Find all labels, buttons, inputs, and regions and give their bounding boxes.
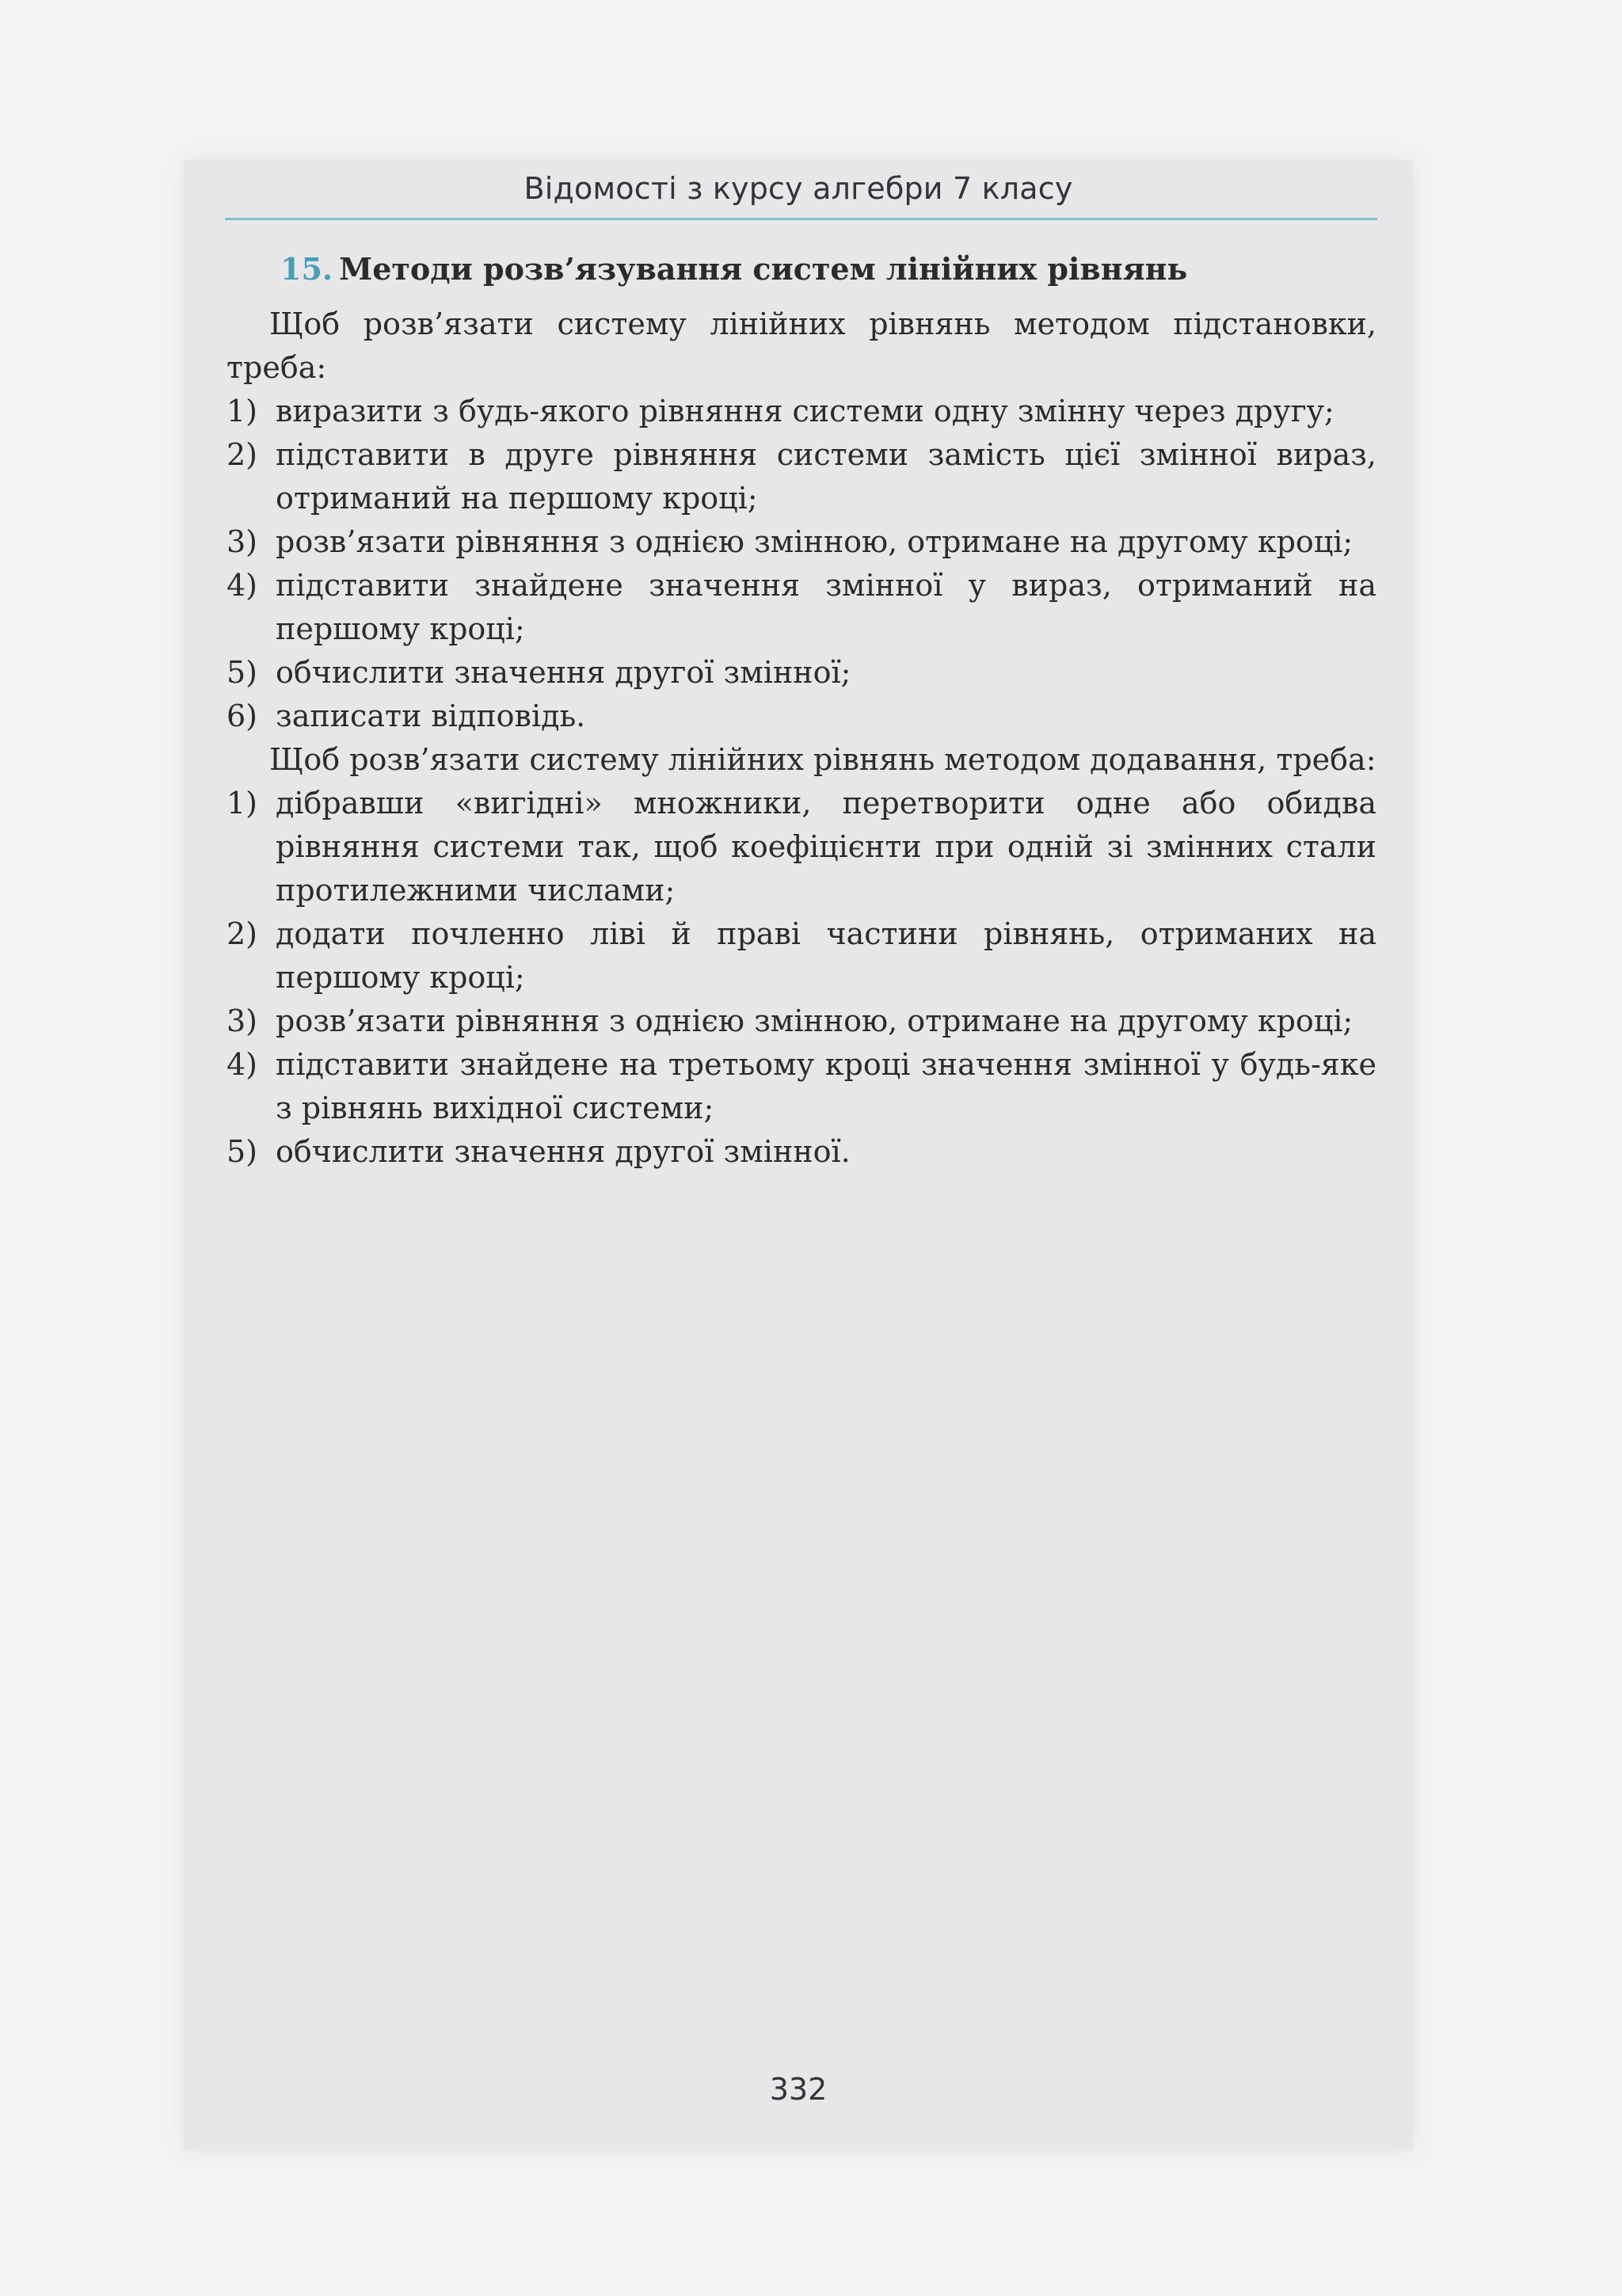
list-item (227, 782, 1376, 912)
step-number: 1) (227, 394, 258, 428)
step-text: записати відповідь. (276, 699, 586, 733)
running-header: Відомості з курсу алгебри 7 класу (524, 171, 1073, 206)
header-divider (225, 218, 1377, 220)
addition-steps (227, 782, 1376, 1174)
list-item (227, 695, 1376, 738)
step-text: виразити з будь-якого рівняння системи одну змінну через другу; (276, 394, 1335, 428)
step-number: 1) (227, 786, 258, 821)
list-item (227, 912, 1376, 1000)
list-item (227, 520, 1376, 564)
list-item (227, 1043, 1376, 1130)
list-item (227, 390, 1376, 433)
step-number: 5) (227, 1134, 258, 1169)
step-number: 2) (227, 916, 258, 951)
step-text: розв’язати рівняння з однією змінною, отримане на другому кроці; (276, 1003, 1354, 1038)
step-text: дібравши «вигідні» множники, перетворити одне або обидва рівняння системи так, щоб коефіцієнти при одній зі змінних стали протилежними числами; (276, 786, 1376, 908)
list-item (227, 564, 1376, 651)
list-item (227, 1130, 1376, 1174)
step-text: розв’язати рівняння з однією змінною, отримане на другому кроці; (276, 524, 1354, 559)
section-heading (227, 249, 1376, 289)
page-content (227, 249, 1376, 1174)
step-number: 2) (227, 437, 258, 472)
step-number: 4) (227, 1047, 258, 1082)
step-number: 3) (227, 524, 258, 559)
substitution-intro: Щоб розв’язати систему лінійних рівнянь методом підстановки, треба: (227, 307, 1376, 385)
step-text: підставити в друге рівняння системи замість цієї змінної вираз, отриманий на першому кроці; (276, 437, 1376, 516)
step-text: підставити знайдене значення змінної у вираз, отриманий на першому кроці; (276, 568, 1376, 646)
book-page (184, 160, 1413, 2151)
step-number: 6) (227, 699, 258, 733)
step-text: підставити знайдене на третьому кроці значення змінної у будь-яке з рівнянь вихідної системи; (276, 1047, 1376, 1125)
step-number: 4) (227, 568, 258, 603)
substitution-steps (227, 390, 1376, 738)
addition-intro: Щоб розв’язати систему лінійних рівнянь методом додавання, треба: (269, 742, 1376, 777)
step-number: 5) (227, 655, 258, 690)
list-item (227, 433, 1376, 520)
section-number: 15. (280, 251, 333, 287)
list-item (227, 1000, 1376, 1043)
step-text: обчислити значення другої змінної. (276, 1134, 851, 1169)
list-item (227, 651, 1376, 695)
step-number: 3) (227, 1003, 258, 1038)
step-text: обчислити значення другої змінної; (276, 655, 851, 690)
step-text: додати почленно ліві й праві частини рівнянь, отриманих на першому кроці; (276, 916, 1376, 995)
page-number: 332 (769, 2072, 828, 2107)
section-title: Методи розв’язування систем лінійних рівнянь (339, 251, 1188, 287)
